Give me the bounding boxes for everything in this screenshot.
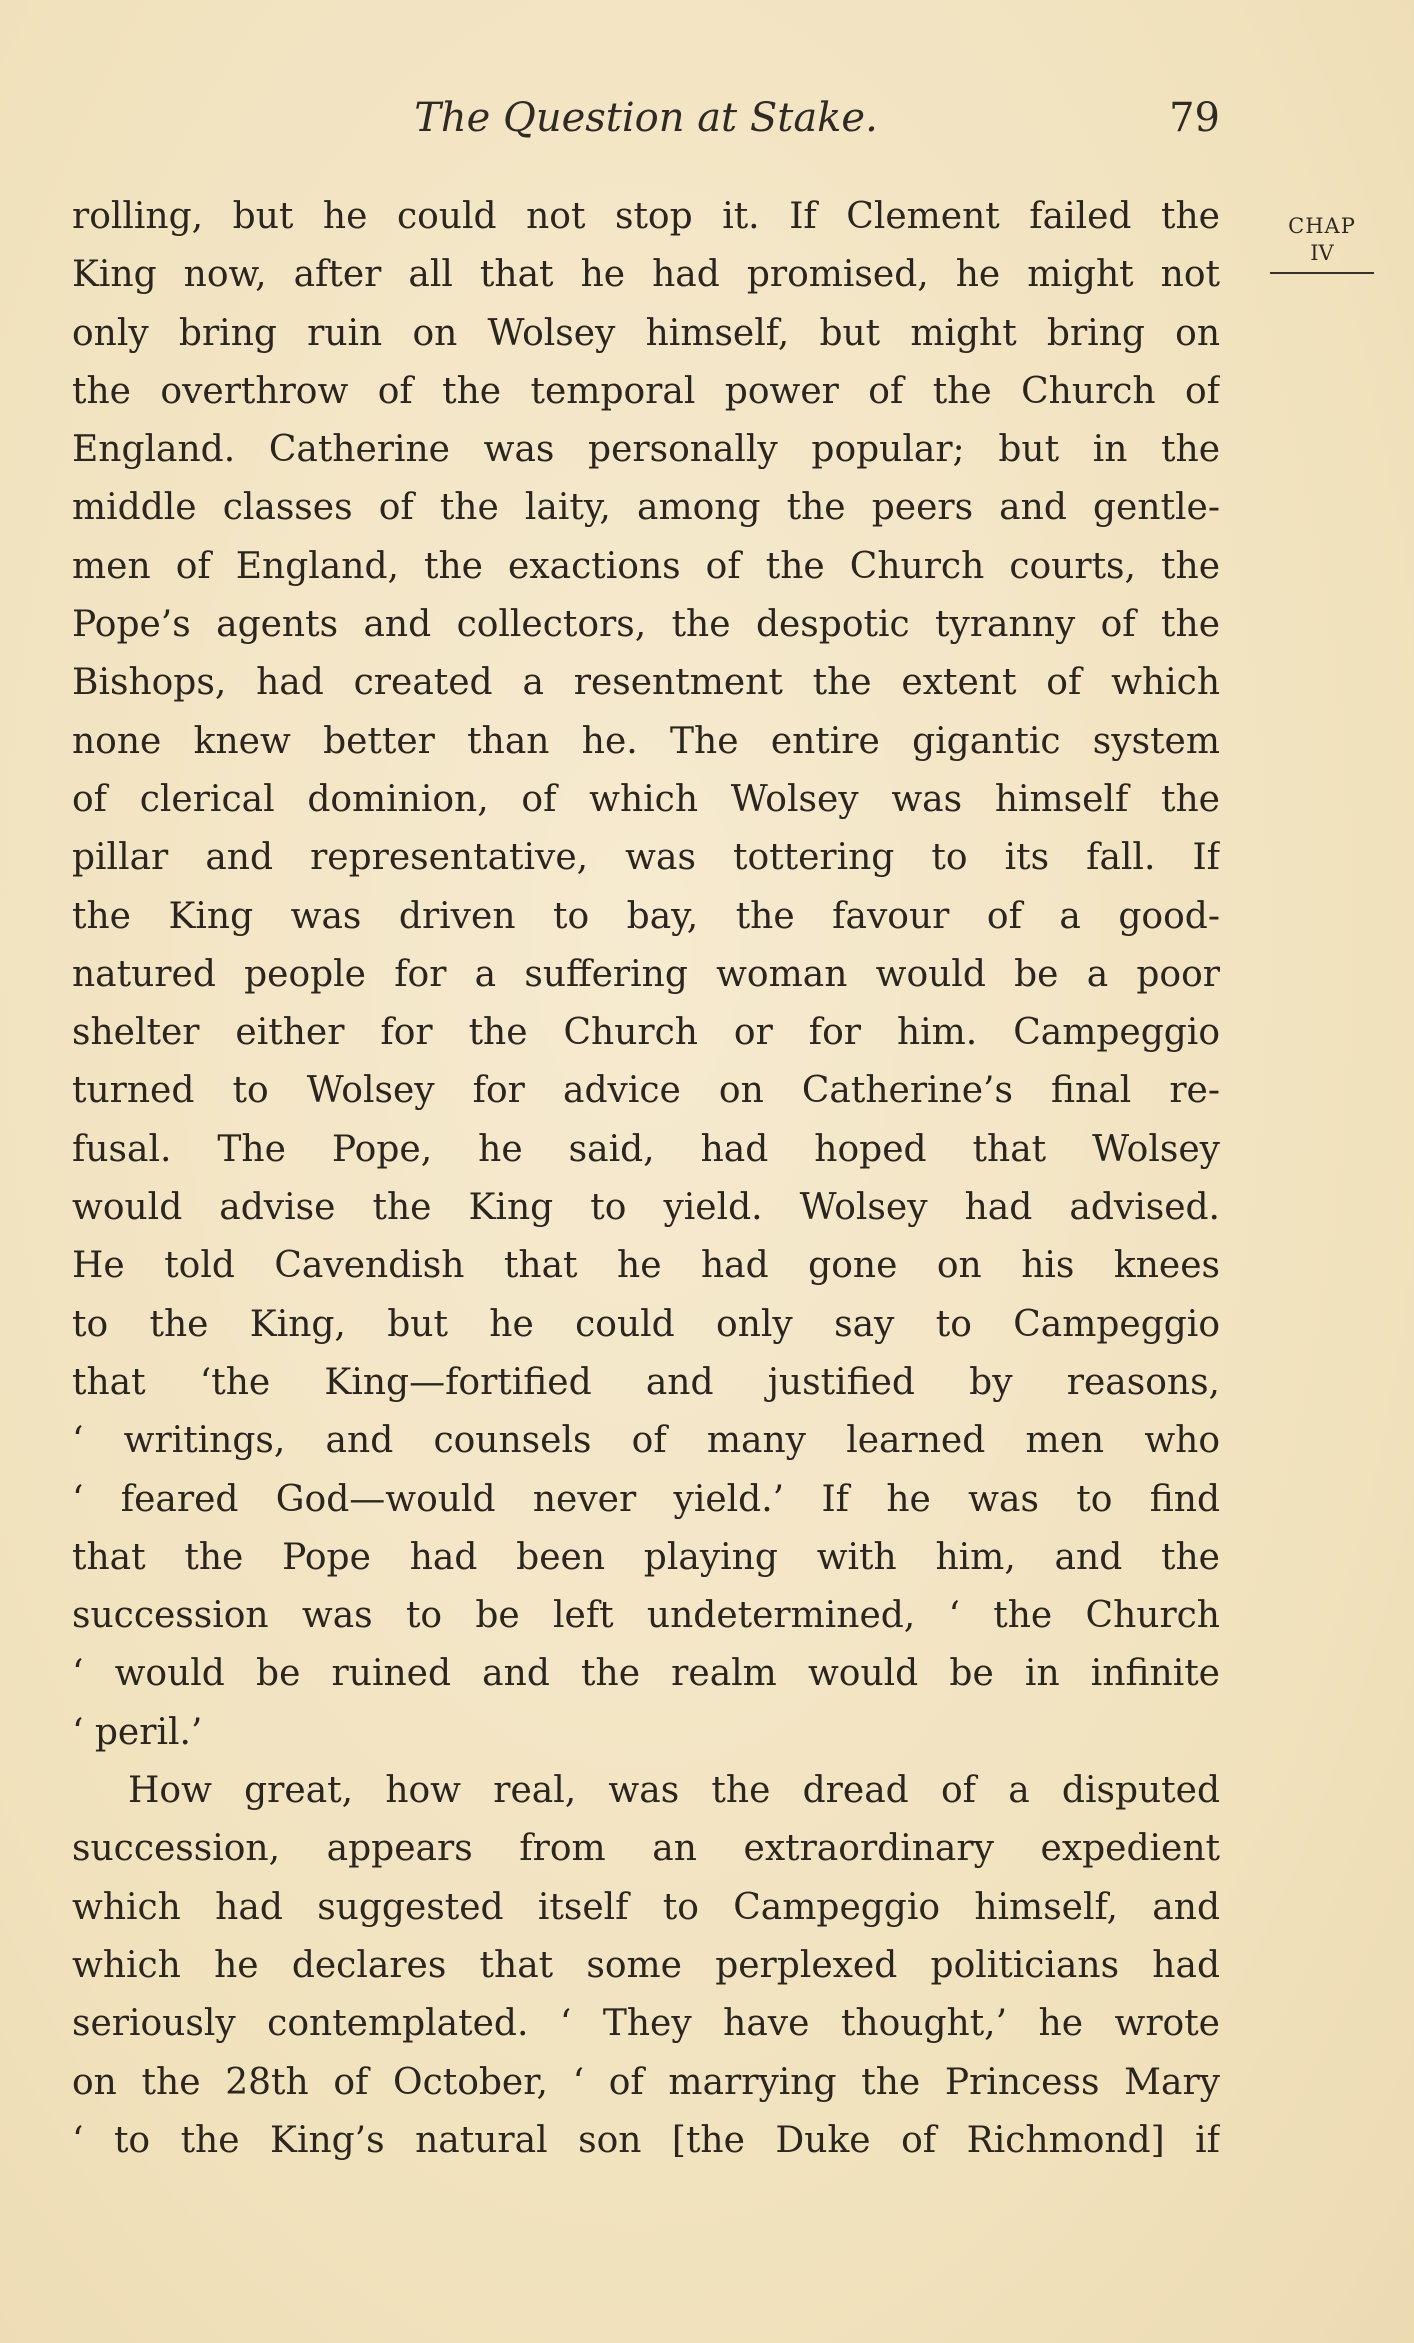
text-line: England. Catherine was personally popular; but in the: [72, 429, 1220, 471]
text-line: would advise the King to yield. Wolsey had advised.: [72, 1187, 1220, 1229]
text-line: Bishops, had created a resentment the extent of which: [72, 662, 1220, 704]
chapter-number: IV: [1270, 240, 1374, 274]
text-line: turned to Wolsey for advice on Catherine’s final re-: [72, 1070, 1220, 1112]
running-head: [72, 88, 1220, 158]
text-line: pillar and representative, was tottering to its fall. If: [72, 837, 1220, 879]
page-number: 79: [1169, 95, 1220, 141]
text-line: of clerical dominion, of which Wolsey was himself the: [72, 778, 1220, 820]
text-line: fusal. The Pope, he said, had hoped that Wolsey: [72, 1128, 1220, 1170]
text-line: shelter either for the Church or for him. Campeggio: [72, 1012, 1220, 1054]
text-line: middle classes of the laity, among the peers and gentle-: [72, 487, 1220, 529]
chapter-margin-note: [1270, 212, 1374, 274]
text-line: that ‘the King—fortified and justified by reasons,: [72, 1361, 1220, 1403]
text-line: succession, appears from an extraordinary expedient: [72, 1828, 1220, 1870]
text-line: seriously contemplated. ‘ They have thought,’ he wrote: [72, 2003, 1220, 2045]
text-line: ‘ feared God—would never yield.’ If he was to find: [72, 1478, 1220, 1520]
body-text: [72, 188, 1220, 2170]
text-line: rolling, but he could not stop it. If Clement failed the: [72, 196, 1220, 237]
text-line: How great, how real, was the dread of a disputed: [128, 1770, 1220, 1812]
running-title: The Question at Stake.: [414, 95, 878, 141]
text-line: none knew better than he. The entire gigantic system: [72, 720, 1220, 762]
text-line: ‘ would be ruined and the realm would be in infinite: [72, 1653, 1220, 1695]
text-line: only bring ruin on Wolsey himself, but might bring on: [72, 312, 1220, 354]
text-line: men of England, the exactions of the Church courts, the: [72, 545, 1220, 587]
text-line: natured people for a suffering woman would be a poor: [72, 953, 1220, 995]
text-line: which had suggested itself to Campeggio himself, and: [72, 1886, 1220, 1928]
text-line: on the 28th of October, ‘ of marrying the Princess Mary: [72, 2061, 1220, 2103]
text-line: the overthrow of the temporal power of the Church of: [72, 370, 1220, 412]
text-line: ‘ writings, and counsels of many learned men who: [72, 1420, 1220, 1462]
text-line: which he declares that some perplexed politicians had: [72, 1944, 1220, 1986]
text-line: Pope’s agents and collectors, the despotic tyranny of the: [72, 604, 1220, 646]
text-line: to the King, but he could only say to Campeggio: [72, 1303, 1220, 1345]
text-line: He told Cavendish that he had gone on his knees: [72, 1245, 1220, 1287]
chapter-label: CHAP: [1288, 214, 1356, 238]
text-line: ‘ to the King’s natural son [the Duke of Richmond] if: [72, 2119, 1220, 2161]
text-line: the King was driven to bay, the favour of a good-: [72, 895, 1220, 937]
text-line: that the Pope had been playing with him, and the: [72, 1536, 1220, 1578]
text-line: King now, after all that he had promised, he might not: [72, 254, 1220, 296]
text-line: succession was to be left undetermined, ‘ the Church: [72, 1595, 1220, 1637]
text-line: ‘ peril.’: [72, 1711, 203, 1753]
